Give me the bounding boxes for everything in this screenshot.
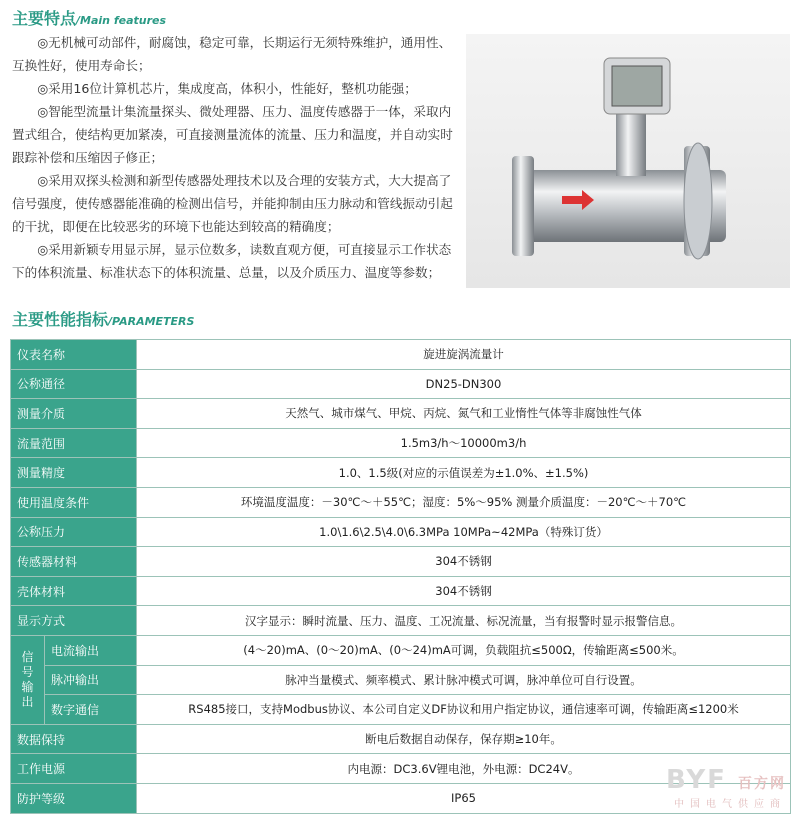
row-value: 304不锈钢 xyxy=(137,547,791,577)
table-row xyxy=(11,517,791,547)
table-row xyxy=(11,665,791,695)
row-value: 内电源：DC3.6V锂电池，外电源：DC24V。 xyxy=(137,754,791,784)
row-value: 1.0、1.5级(对应的示值误差为±1.0%、±1.5%) xyxy=(137,458,791,488)
feature-item: ◎无机械可动部件，耐腐蚀，稳定可靠，长期运行无须特殊维护，通用性、互换性好，使用寿命长； xyxy=(12,35,452,73)
feature-item: ◎采用新颖专用显示屏，显示位数多，读数直观方便，可直接显示工作状态下的体积流量、标准状态下的体积流量、总量，以及介质压力、温度等参数； xyxy=(12,242,452,280)
row-label: 电流输出 xyxy=(45,635,137,665)
row-value: 天然气、城市煤气、甲烷、丙烷、氮气和工业惰性气体等非腐蚀性气体 xyxy=(137,399,791,429)
flowmeter-photo xyxy=(466,34,790,288)
row-label: 显示方式 xyxy=(11,606,137,636)
row-value: 脉冲当量模式、频率模式、累计脉冲模式可调，脉冲单位可自行设置。 xyxy=(137,665,791,695)
table-row xyxy=(11,547,791,577)
row-label: 数字通信 xyxy=(45,695,137,725)
table-row xyxy=(11,487,791,517)
feature-item: ◎智能型流量计集流量探头、微处理器、压力、温度传感器于一体，采取内置式组合，使结构更加紧凑，可直接测量流体的流量、压力和温度，并自动实时跟踪补偿和压缩因子修正； xyxy=(12,104,453,165)
row-value: DN25-DN300 xyxy=(137,369,791,399)
row-label: 工作电源 xyxy=(11,754,137,784)
row-label: 传感器材料 xyxy=(11,547,137,577)
table-row xyxy=(11,340,791,370)
row-value: 1.5m3/h～10000m3/h xyxy=(137,428,791,458)
table-row xyxy=(11,576,791,606)
row-value: IP65 xyxy=(137,783,791,813)
row-label: 壳体材料 xyxy=(11,576,137,606)
row-value: RS485接口，支持Modbus协议、本公司自定义DF协议和用户指定协议，通信速率可调，传输距离≤1200米 xyxy=(137,695,791,725)
flowmeter-illustration xyxy=(466,34,790,288)
row-label: 使用温度条件 xyxy=(11,487,137,517)
signal-output-label: 信 号 输 出 xyxy=(21,649,34,709)
signal-output-group-label xyxy=(11,635,45,724)
row-value: 断电后数据自动保存，保存期≥10年。 xyxy=(137,724,791,754)
row-value: 304不锈钢 xyxy=(137,576,791,606)
table-row xyxy=(11,695,791,725)
row-label: 公称通径 xyxy=(11,369,137,399)
row-label: 测量介质 xyxy=(11,399,137,429)
table-row xyxy=(11,428,791,458)
row-value: 环境温度温度：－30℃～＋55℃；湿度：5%～95% 测量介质温度：－20℃～＋70℃ xyxy=(137,487,791,517)
row-label: 数据保持 xyxy=(11,724,137,754)
table-row xyxy=(11,606,791,636)
row-label: 测量精度 xyxy=(11,458,137,488)
feature-item: ◎采用双探头检测和新型传感器处理技术以及合理的安装方式，大大提高了信号强度，使传感器能准确的检测出信号，并能抑制由压力脉动和管线振动引起的干扰，即便在比较恶劣的环境下也能达到较高的精确度； xyxy=(12,173,453,234)
table-row xyxy=(11,399,791,429)
table-row xyxy=(11,369,791,399)
features-list xyxy=(12,31,460,284)
table-row xyxy=(11,724,791,754)
row-label: 流量范围 xyxy=(11,428,137,458)
table-row xyxy=(11,458,791,488)
row-value: (4～20)mA、(0～20)mA、(0～24)mA可调，负载阻抗≤500Ω，传输距离≤500米。 xyxy=(137,635,791,665)
row-label: 脉冲输出 xyxy=(45,665,137,695)
parameters-table xyxy=(10,339,791,814)
row-label: 仪表名称 xyxy=(11,340,137,370)
row-value: 旋进旋涡流量计 xyxy=(137,340,791,370)
row-value: 汉字显示：瞬时流量、压力、温度、工况流量、标况流量，当有报警时显示报警信息。 xyxy=(137,606,791,636)
table-row xyxy=(11,635,791,665)
row-value: 1.0\1.6\2.5\4.0\6.3MPa 10MPa~42MPa（特殊订货） xyxy=(137,517,791,547)
feature-item: ◎采用16位计算机芯片，集成度高，体积小，性能好，整机功能强； xyxy=(37,81,417,96)
parameters-title: 主要性能指标/PARAMETERS xyxy=(12,310,195,329)
watermark-logo: BYF 百方网 中国电气供应商 xyxy=(665,765,786,810)
row-label: 公称压力 xyxy=(11,517,137,547)
row-label: 防护等级 xyxy=(11,783,137,813)
features-title: 主要特点/Main features xyxy=(12,9,167,28)
